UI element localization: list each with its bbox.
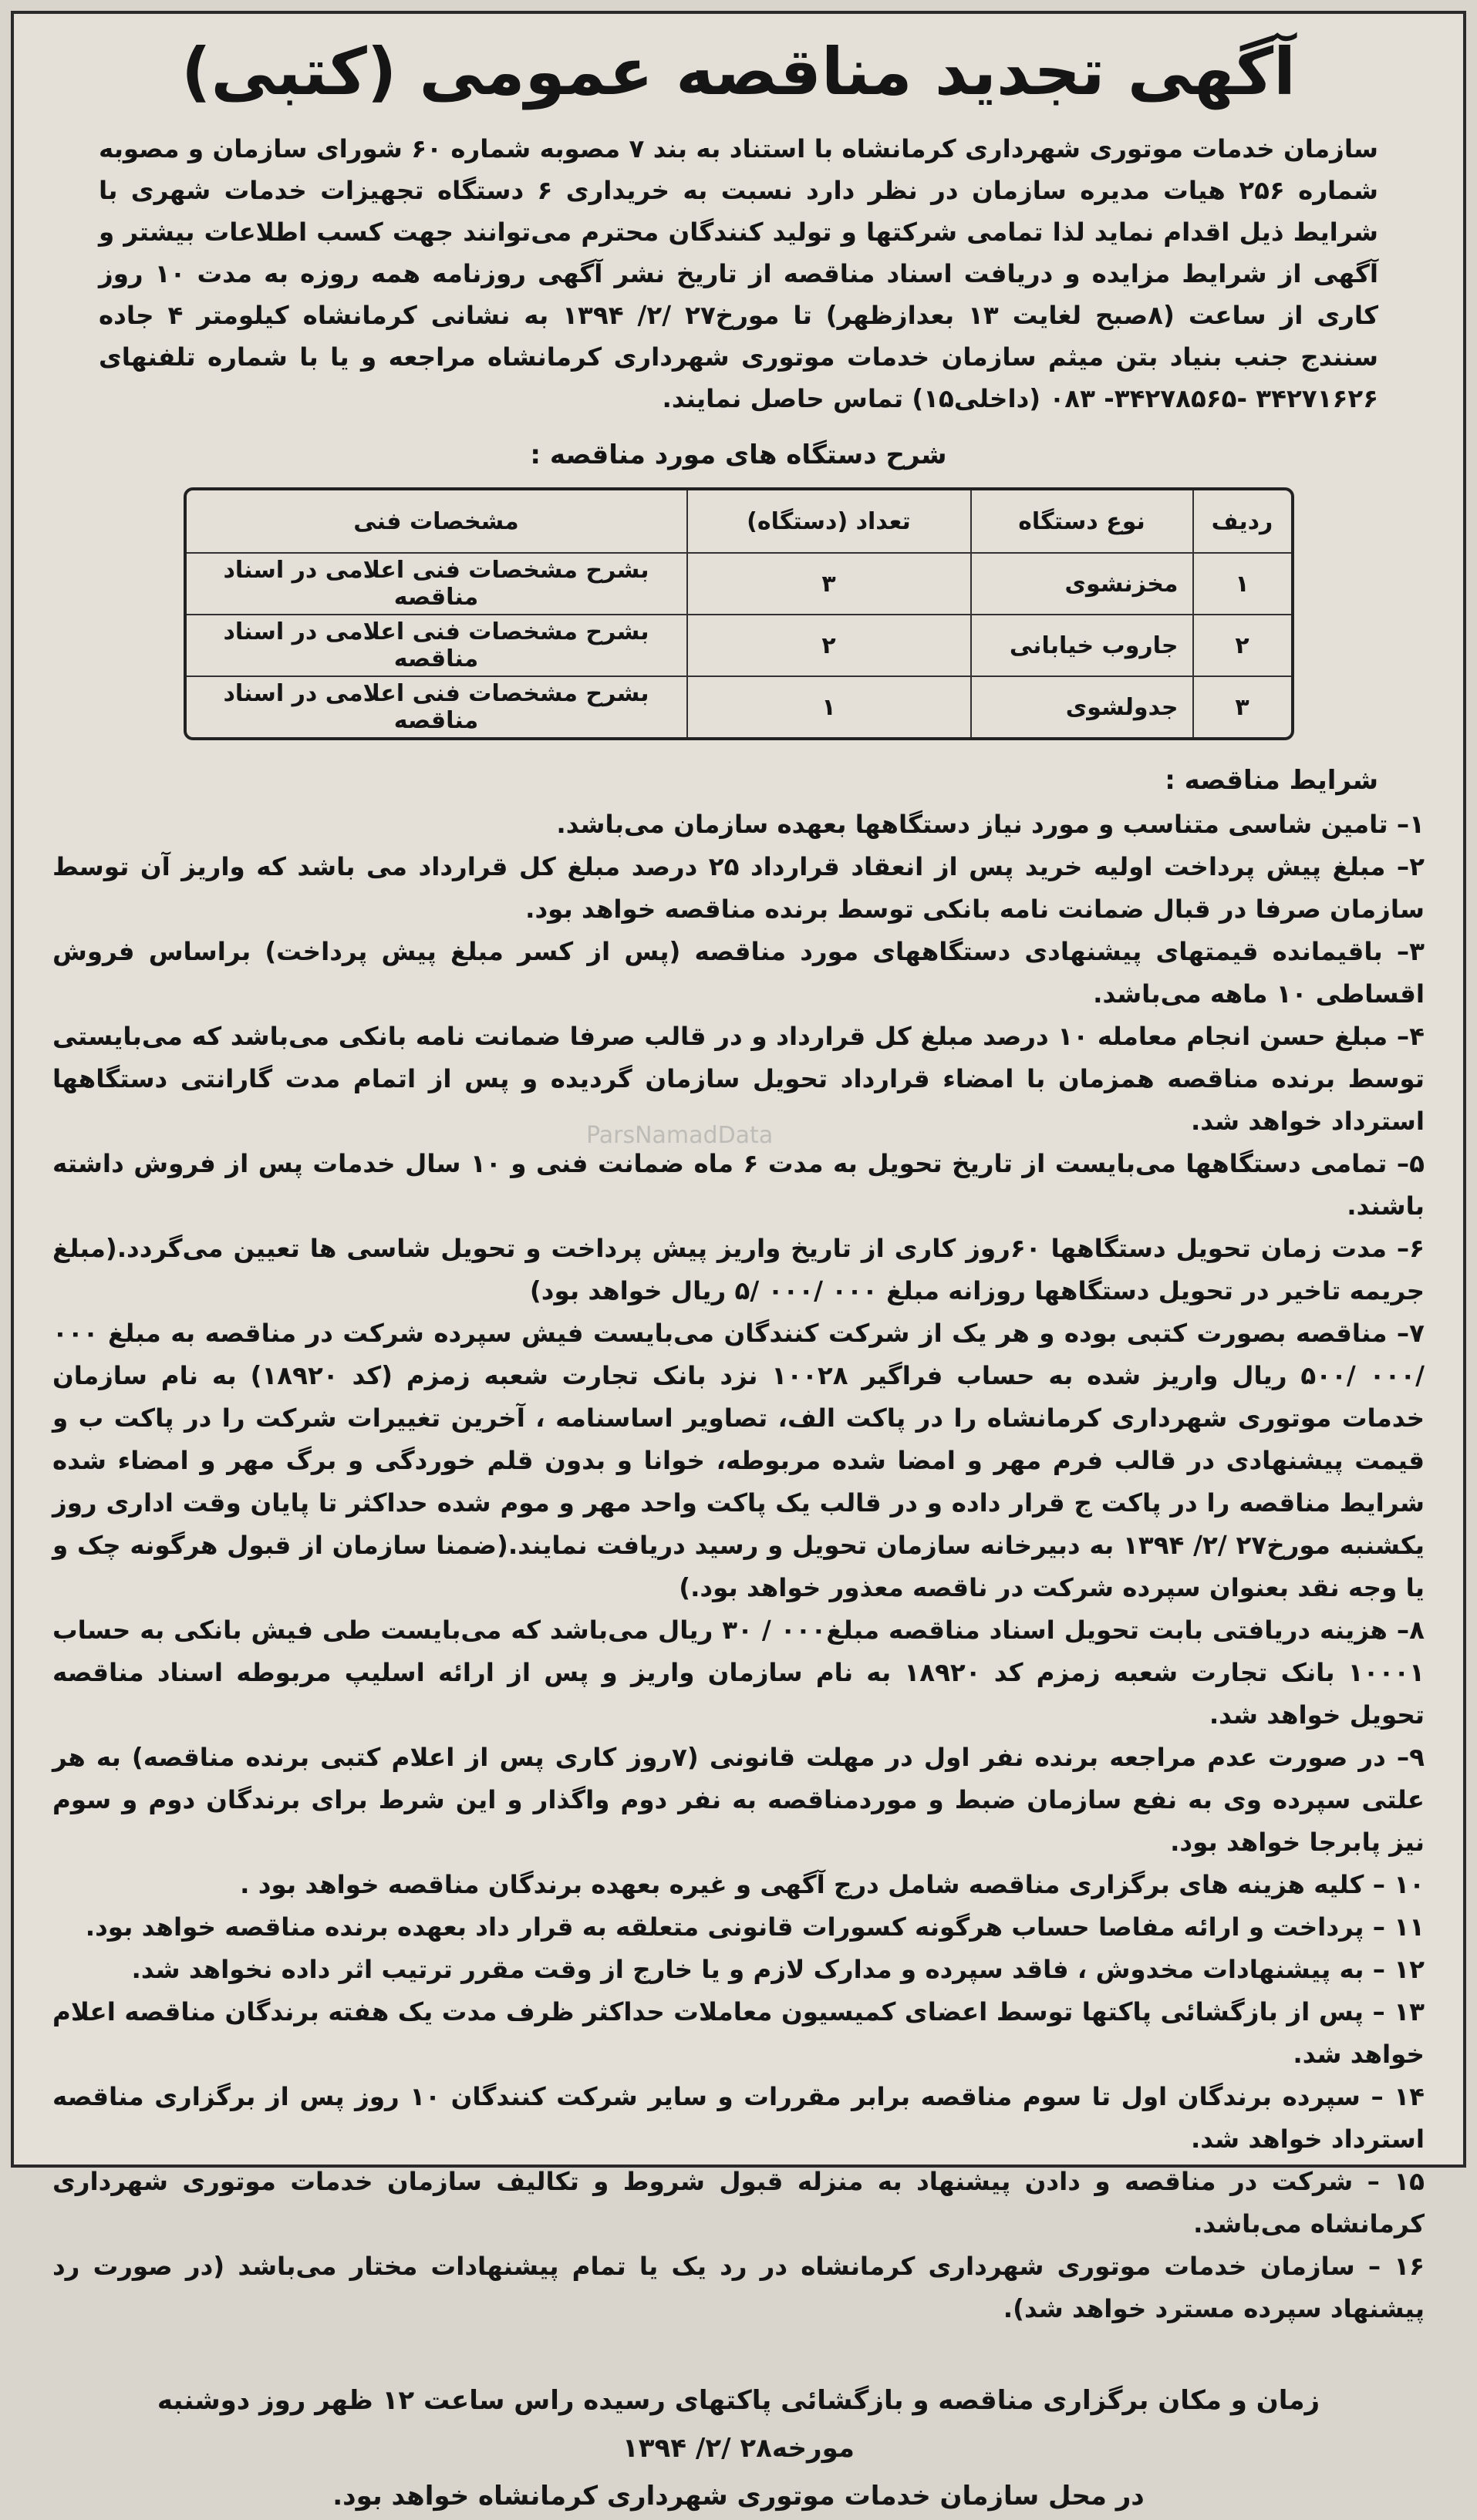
- condition-item: ۱۴ – سپرده برندگان اول تا سوم مناقصه برابر مقررات و سایر شرکت کنندگان ۱۰ روز پس از برگزاری مناقصه استرداد خواهد شد.: [52, 2082, 1425, 2154]
- device-count: ۲: [686, 615, 970, 677]
- row-number: ۱: [1192, 554, 1291, 615]
- condition-item: ۱۱ – پرداخت و ارائه مفاصا حساب هرگونه کسورات قانونی متعلقه به قرار داد بعهده برنده مناقصه خواهد بود.: [85, 1912, 1425, 1942]
- condition-item: ۱۵ – شرکت در مناقصه و دادن پیشنهاد به منزله قبول شروط و تکالیف سازمان خدمات موتوری شهرداری کرمانشاه می‌باشد.: [52, 2167, 1425, 2239]
- condition-item: ۱۳ – پس از بازگشائی پاکتها توسط اعضای کمیسیون معاملات حداکثر ظرف مدت یک هفته برندگان مناقصه اعلام خواهد شد.: [52, 1997, 1425, 2069]
- header-spec: مشخصات فنی: [187, 490, 686, 554]
- condition-item: ۵– تمامی دستگاهها می‌بایست از تاریخ تحویل به مدت ۶ ماه ضمانت فنی و ۱۰ سال خدمات پس از فروش داشته باشند.: [52, 1149, 1425, 1221]
- watermark: ParsNamadData: [586, 1122, 774, 1149]
- tender-notice: [11, 11, 1466, 2512]
- condition-item: ۴– مبلغ حسن انجام معامله ۱۰ درصد مبلغ کل قرارداد و در قالب صرفا ضمانت نامه بانکی می‌باشد که می‌بایستی توسط برنده مناقصه همزمان با امضاء قرارداد تحویل سازمان گردیده و پس از اتمام مدت گارانتی دستگاهها استرداد خواهد شد.: [52, 1022, 1425, 1136]
- condition-item: ۲– مبلغ پیش پرداخت اولیه خرید پس از انعقاد قرارداد ۲۵ درصد مبلغ کل قرارداد می باشد که واریز آن توسط سازمان صرفا در قبال ضمانت نامه بانکی توسط برنده مناقصه خواهد بود.: [52, 852, 1425, 924]
- condition-item: ۱۶ – سازمان خدمات موتوری شهرداری کرمانشاه در رد یک یا تمام پیشنهادات مختار می‌باشد (در صورت رد پیشنهاد سپرده مسترد خواهد شد).: [52, 2252, 1425, 2323]
- conditions-heading: شرایط مناقصه :: [1165, 765, 1378, 796]
- table-header-row: [187, 490, 1291, 554]
- table-row: [187, 677, 1291, 737]
- footer-line-2: در محل سازمان خدمات موتوری شهرداری کرمانشاه خواهد بود.: [332, 2481, 1145, 2512]
- row-number: ۲: [1192, 615, 1291, 677]
- device-type: مخزنشوی: [970, 554, 1192, 615]
- condition-item: ۱۲ – به پیشنهادات مخدوش ، فاقد سپرده و مدارک لازم و یا خارج از وقت مقرر ترتیب اثر داده نخواهد شد.: [131, 1955, 1425, 1984]
- conditions-list: [52, 804, 1425, 2330]
- condition-item: ۶– مدت زمان تحویل دستگاهها ۶۰روز کاری از تاریخ واریز پیش پرداخت و تحویل شاسی ها تعیین می‌گردد.(مبلغ جریمه تاخیر در تحویل دستگاهها روزانه مبلغ ۰۰۰ /۰۰۰ /۵ ریال خواهد بود): [52, 1234, 1425, 1305]
- condition-item: ۸– هزینه دریافتی بابت تحویل اسناد مناقصه مبلغ۰۰۰ / ۳۰ ریال می‌باشد که می‌بایست طی فیش بانکی به حساب ۱۰۰۰۱ بانک تجارت شعبه زمزم کد ۱۸۹۲۰ به نام سازمان واریز و پس از ارائه اسلیپ مربوطه اسناد مناقصه تحویل خواهد شد.: [52, 1615, 1425, 1730]
- device-spec: بشرح مشخصات فنی اعلامی در اسناد مناقصه: [187, 554, 686, 615]
- device-spec: بشرح مشخصات فنی اعلامی در اسناد مناقصه: [187, 615, 686, 677]
- intro-paragraph: سازمان خدمات موتوری شهرداری کرمانشاه با استناد به بند ۷ مصوبه شماره ۶۰ شورای سازمان و مصوبه شماره ۲۵۶ هیات مدیره سازمان در نظر دارد نسبت به خریداری ۶ دستگاه تجهیزات خدمات شهری با شرایط ذیل اقدام نماید لذا تمامی شرکتها و تولید کنندگان محترم می‌توانند جهت کسب اطلاعات بیشتر و آگهی از شرایط مزایده و دریافت اسناد مناقصه از تاریخ نشر آگهی روزنامه همه روزه به مدت ۱۰ روز کاری از ساعت (۸صبح لغایت ۱۳ بعدازظهر) تا مورخ۲۷ /۲/ ۱۳۹۴ به نشانی کرمانشاه کیلومتر ۴ جاده سنندج جنب بنیاد بتن میثم سازمان خدمات موتوری شهرداری کرمانشاه مراجعه و یا با شماره تلفنهای ۳۴۲۷۱۶۲۶ -۳۴۲۷۸۵۶۵- ۰۸۳ (داخلی۱۵) تماس حاصل نمایند.: [99, 134, 1379, 413]
- condition-item: ۱۰ – کلیه هزینه های برگزاری مناقصه شامل درج آگهی و غیره بعهده برندگان مناقصه خواهد بود .: [240, 1870, 1425, 1899]
- header-row-number: ردیف: [1192, 490, 1291, 554]
- row-number: ۳: [1192, 677, 1291, 737]
- page-title: آگهی تجدید مناقصه عمومی (کتبی): [181, 34, 1296, 109]
- device-count: ۳: [686, 554, 970, 615]
- condition-item: ۳– باقیمانده قیمتهای پیشنهادی دستگاههای مورد مناقصه (پس از کسر مبلغ پیش پرداخت) براساس فروش اقساطی ۱۰ ماهه می‌باشد.: [52, 937, 1425, 1009]
- device-type: جدولشوی: [970, 677, 1192, 737]
- table-row: [187, 554, 1291, 615]
- header-count: تعداد (دستگاه): [686, 490, 970, 554]
- condition-item: ۹– در صورت عدم مراجعه برنده نفر اول در مهلت قانونی (۷روز کاری پس از اعلام کتبی برنده مناقصه) به هر علتی سپرده وی به نفع سازمان ضبط و موردمناقصه به نفر دوم واگذار و این شرط برای برندگان دوم و سوم نیز پابرجا خواهد بود.: [52, 1743, 1425, 1857]
- footer-line-1: زمان و مکان برگزاری مناقصه و بازگشائی پاکتهای رسیده راس ساعت ۱۲ ظهر روز دوشنبه مورخه۲۸ /۲/ ۱۳۹۴: [157, 2385, 1320, 2464]
- table-title: شرح دستگاه های مورد مناقصه :: [530, 440, 947, 470]
- condition-item: ۱– تامین شاسی متناسب و مورد نیاز دستگاهها بعهده سازمان می‌باشد.: [556, 810, 1425, 839]
- table-row: [187, 615, 1291, 677]
- devices-table: [184, 487, 1294, 740]
- device-spec: بشرح مشخصات فنی اعلامی در اسناد مناقصه: [223, 680, 649, 734]
- header-device-type: نوع دستگاه: [970, 490, 1192, 554]
- device-type: جاروب خیابانی: [970, 615, 1192, 677]
- condition-item: ۷– مناقصه بصورت کتبی بوده و هر یک از شرکت کنندگان می‌بایست فیش سپرده شرکت در مناقصه به مبلغ ۰۰۰ /۰۰۰ /۵۰۰ ریال واریز شده به حساب فراگیر ۱۰۰۲۸ نزد بانک تجارت شعبه زمزم (کد ۱۸۹۲۰) به نام سازمان خدمات موتوری شهرداری کرمانشاه را در پاکت الف، تصاویر اساسنامه ، آخرین تغییرات شرکت را در پاکت ب و قیمت پیشنهادی در قالب فرم مهر و امضا شده مربوطه، خوانا و بدون قلم خوردگی و برگ مهر و امضاء شده شرایط مناقصه را در پاکت ج قرار داده و در قالب یک پاکت واحد مهر و موم شده حداکثر تا پایان وقت اداری روز یکشنبه مورخ۲۷ /۲/ ۱۳۹۴ به دبیرخانه سازمان تحویل و رسید دریافت نمایند.(ضمنا سازمان از قبول هرگونه چک و یا وجه نقد بعنوان سپرده شرکت در ناقصه معذور خواهد بود.): [52, 1319, 1425, 1602]
- footer-notice: [99, 2377, 1378, 2520]
- device-count: ۱: [686, 677, 970, 737]
